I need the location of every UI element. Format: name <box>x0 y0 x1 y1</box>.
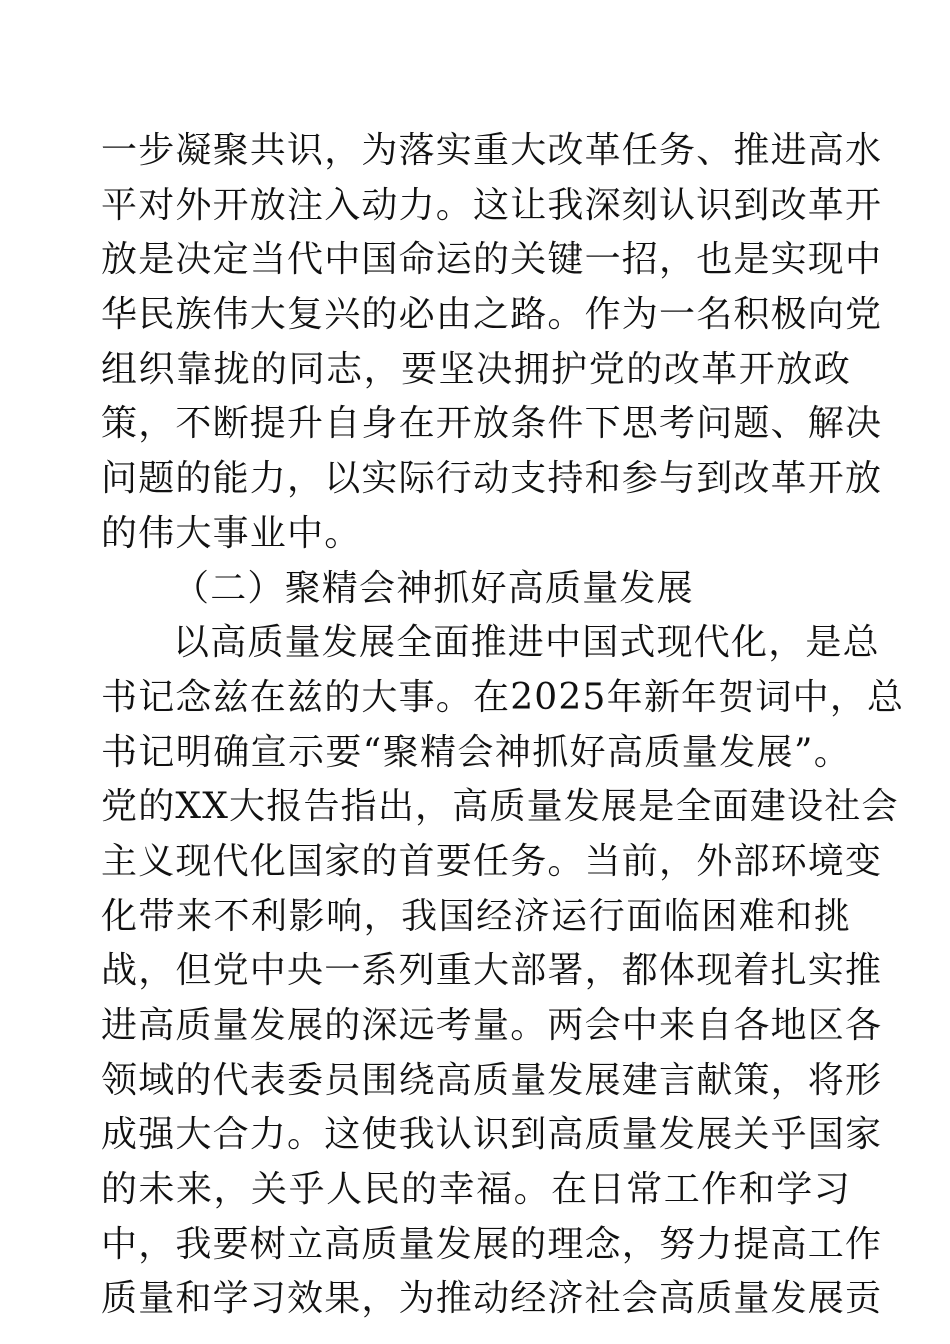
text-line: 中，我要树立高质量发展的理念，努力提高工作 <box>101 1223 883 1265</box>
section-heading: （二）聚精会神抓好高质量发展 <box>173 567 694 609</box>
text-line: 党的XX大报告指出，高质量发展是全面建设社会 <box>101 786 899 828</box>
text-line: 组织靠拢的同志，要坚决拥护党的改革开放政 <box>101 348 851 390</box>
text-line: 书记念兹在兹的大事。在2025年新年贺词中，总 <box>101 676 905 718</box>
text-line: 的伟大事业中。 <box>101 512 362 554</box>
text-line: 质量和学习效果，为推动经济社会高质量发展贡 <box>101 1278 883 1320</box>
text-line: 平对外开放注入动力。这让我深刻认识到改革开 <box>101 184 883 226</box>
text-line: 进高质量发展的深远考量。两会中来自各地区各 <box>101 1005 883 1046</box>
text-line: 战，但党中央一系列重大部署，都体现着扎实推 <box>101 950 883 992</box>
text-line: 放是决定当代中国命运的关键一招，也是实现中 <box>101 239 883 281</box>
text-line: 领域的代表委员围绕高质量发展建言献策，将形 <box>101 1059 883 1101</box>
text-line: 以高质量发展全面推进中国式现代化，是总 <box>173 622 880 664</box>
text-line: 主义现代化国家的首要任务。当前，外部环境变 <box>101 840 883 882</box>
text-line: 问题的能力，以实际行动支持和参与到改革开放 <box>101 458 883 500</box>
text-line: 一步凝聚共识，为落实重大改革任务、推进高水 <box>101 130 883 171</box>
text-line: 华民族伟大复兴的必由之路。作为一名积极向党 <box>101 294 883 336</box>
body-text <box>101 124 905 1327</box>
text-line: 成强大合力。这使我认识到高质量发展关乎国家 <box>101 1114 883 1156</box>
text-line: 的未来，关乎人民的幸福。在日常工作和学习 <box>101 1169 851 1211</box>
text-line: 书记明确宣示要“聚精会神抓好高质量发展”。 <box>101 731 851 773</box>
text-line: 策，不断提升自身在开放条件下思考问题、解决 <box>101 403 883 445</box>
text-line: 化带来不利影响，我国经济运行面临困难和挑 <box>101 895 851 937</box>
